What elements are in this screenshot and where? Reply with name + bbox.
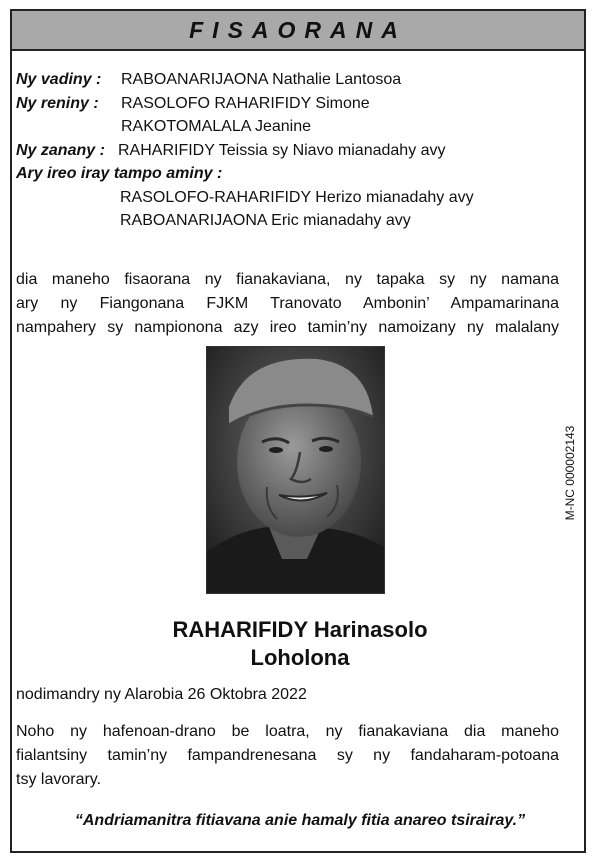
closing-line: tsy lavorary.	[16, 771, 102, 788]
family-label: Ary ireo iray tampo aminy :	[16, 165, 223, 182]
family-row-children	[16, 139, 446, 163]
closing-quote: “Andriamanitra fitiavana anie hamaly fitia anareo tsirairay.”	[74, 812, 526, 829]
reference-code-text: M-NC 000002143	[563, 425, 577, 521]
closing-paragraph	[16, 720, 559, 792]
deceased-title: Loholona	[250, 645, 350, 670]
notice-title: FISAORANA	[189, 17, 407, 43]
family-row-spouse	[16, 68, 402, 92]
family-label: Ny vadiny :	[16, 71, 102, 88]
family-name: RABOANARIJAONA Nathalie Lantosoa	[121, 71, 402, 88]
family-name: RAHARIFIDY Teissia sy Niavo mianadahy avy	[118, 141, 446, 159]
thanks-line: ary ny Fiangonana FJKM Tranovato Ambonin’ Ampamarinana	[16, 295, 559, 312]
thanks-line: dia maneho fisaorana ny fianakaviana, ny tapaka sy ny namana	[16, 271, 559, 288]
family-list	[16, 68, 474, 233]
family-row-mothers-cont	[16, 115, 312, 139]
family-name: RASOLOFO RAHARIFIDY Simone	[121, 94, 370, 112]
family-name: RASOLOFO-RAHARIFIDY Herizo mianadahy avy	[120, 188, 474, 206]
family-name: RABOANARIJAONA Eric mianadahy avy	[120, 212, 411, 229]
family-label: Ny reniny :	[16, 94, 99, 112]
portrait-photo	[206, 346, 385, 594]
closing-line: fialantsiny tamin’ny fampandrenesana sy ny fandaharam-potoana	[16, 747, 559, 764]
date-line: nodimandry ny Alarobia 26 Oktobra 2022	[16, 686, 307, 703]
family-row-mothers	[16, 92, 370, 116]
deceased-name: RAHARIFIDY Harinasolo	[172, 617, 428, 642]
family-row-siblings-2	[16, 209, 411, 233]
closing-line: Noho ny hafenoan-drano be loatra, ny fianakaviana dia maneho	[16, 723, 559, 740]
notice-header	[12, 11, 584, 51]
thanks-paragraph	[16, 268, 559, 340]
family-row-siblings-1	[16, 186, 474, 210]
family-row-siblings	[16, 162, 222, 186]
portrait-illustration	[207, 347, 384, 593]
thanks-line: nampahery sy nampionona azy ireo tamin’ny namoizany ny malalany	[16, 319, 559, 336]
family-name: RAKOTOMALALA Jeanine	[121, 118, 312, 135]
family-label: Ny zanany :	[16, 141, 105, 159]
reference-code	[555, 413, 585, 533]
